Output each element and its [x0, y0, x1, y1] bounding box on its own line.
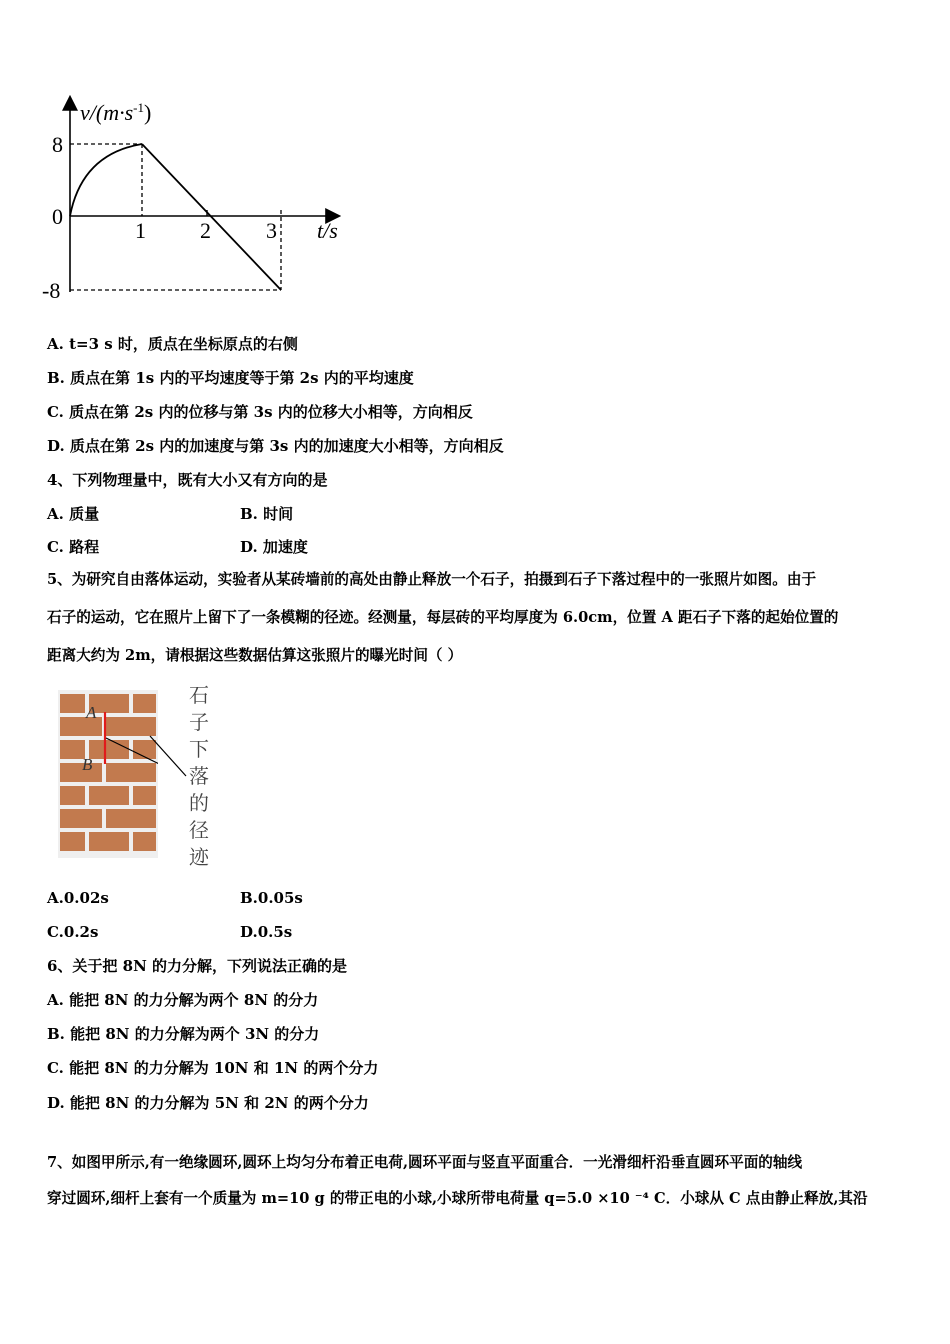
tick-2: 2	[200, 218, 211, 243]
caption-pointer	[150, 690, 190, 790]
q3-option-c: C. 质点在第 2s 内的位移与第 3s 内的位移大小相等，方向相反	[47, 403, 473, 421]
q6-option-c: C. 能把 8N 的力分解为 10N 和 1N 的两个分力	[47, 1059, 379, 1077]
tick-1: 1	[135, 218, 146, 243]
q6-stem: 6、关于把 8N 的力分解，下列说法正确的是	[47, 957, 348, 975]
velocity-time-graph	[40, 92, 360, 312]
q3-option-b: B. 质点在第 1s 内的平均速度等于第 2s 内的平均速度	[47, 369, 414, 387]
q6-option-d: D. 能把 8N 的力分解为 5N 和 2N 的两个分力	[47, 1094, 369, 1112]
q5-option-d: D.0.5s	[240, 923, 293, 941]
q5-option-c: C.0.2s	[47, 923, 99, 941]
q7-line1: 7、如图甲所示,有一绝缘圆环,圆环上均匀分布着正电荷,圆环平面与竖直平面重合．一光滑细杆沿垂直圆环平面的轴线	[47, 1154, 803, 1171]
brick-wall-figure	[58, 690, 158, 858]
q4-option-c: C. 路程	[47, 538, 100, 556]
tick-3: 3	[266, 218, 277, 243]
q5-option-b: B.0.05s	[240, 889, 303, 907]
q6-option-a: A. 能把 8N 的力分解为两个 8N 的分力	[47, 991, 319, 1009]
svg-text:v/(m·s-1): $v/(m\cdot s^{-1})$	[80, 100, 152, 125]
q7-line2: 穿过圆环,细杆上套有一个质量为 m=10 g 的带正电的小球,小球所带电荷量 q=5.0 ×10 ⁻⁴ C．小球从 C 点由静止释放,其沿	[47, 1190, 868, 1207]
figure-caption: 石 子 下 落 的 径 迹	[189, 683, 209, 869]
q5-stem-line1: 5、为研究自由落体运动，实验者从某砖墙前的高处由静止释放一个石子，拍摄到石子下落过程中的一张照片如图。由于	[47, 571, 817, 588]
q6-option-b: B. 能把 8N 的力分解为两个 3N 的分力	[47, 1025, 320, 1043]
x-axis-label: t/s	[317, 218, 338, 243]
y-axis-label: v/(m·s	[80, 100, 134, 125]
q5-stem-line3: 距离大约为 2m，请根据这些数据估算这张照片的曝光时间（ ）	[47, 647, 463, 664]
velocity-line	[142, 144, 281, 290]
tick-8: 8	[52, 132, 63, 157]
q3-option-a: A. t=3 s 时，质点在坐标原点的右侧	[47, 335, 298, 353]
tick-0: 0	[52, 204, 63, 229]
velocity-curve	[70, 144, 142, 216]
q5-stem-line2: 石子的运动，它在照片上留下了一条模糊的径迹。经测量，每层砖的平均厚度为 6.0cm，位置 A 距石子下落的起始位置的	[47, 609, 839, 626]
q4-stem: 4、下列物理量中，既有大小又有方向的是	[47, 471, 328, 489]
tick-neg8: -8	[42, 278, 61, 303]
q3-option-d: D. 质点在第 2s 内的加速度与第 3s 内的加速度大小相等，方向相反	[47, 437, 504, 455]
q4-option-d: D. 加速度	[240, 538, 308, 556]
label-a: A	[86, 703, 97, 722]
q5-option-a: A.0.02s	[47, 889, 109, 907]
q4-option-b: B. 时间	[240, 505, 294, 523]
q4-option-a: A. 质量	[47, 505, 100, 523]
label-b: B	[82, 755, 93, 774]
